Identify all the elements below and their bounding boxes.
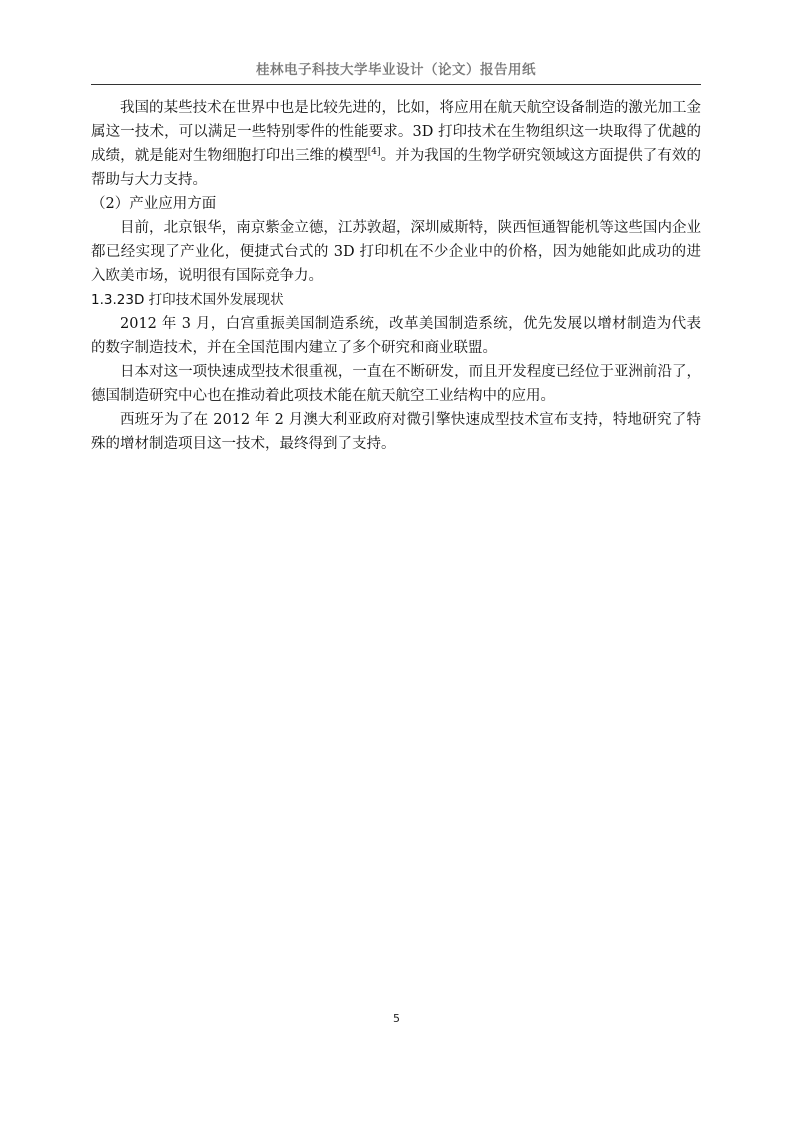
document-body: [91, 96, 701, 456]
paragraph-japan-germany: 日本对这一项快速成型技术很重视，一直在不断研发，而且开发程度已经位于亚洲前沿了，德国制造研究中心也在推动着此项技术能在航天航空工业结构中的应用。: [91, 364, 701, 404]
section-heading-foreign-status: 1.3.23D 打印技术国外发展现状: [91, 292, 284, 308]
subheading-industry-application: （2）产业应用方面: [91, 196, 217, 212]
page-number: 5: [393, 1012, 400, 1025]
citation-ref: [4]: [367, 147, 381, 158]
page-header-title: 桂林电子科技大学毕业设计（论文）报告用纸: [256, 62, 536, 78]
paragraph-domestic-tech: [91, 96, 701, 192]
paragraph-usa: 2012 年 3 月，白宫重振美国制造系统，改革美国制造系统，优先发展以增材制造为代表的数字制造技术，并在全国范围内建立了多个研究和商业联盟。: [91, 316, 701, 356]
paragraph-industry: 目前，北京银华，南京紫金立德，江苏敦超，深圳威斯特，陕西恒通智能机等这些国内企业都已经实现了产业化，便捷式台式的 3D 打印机在不少企业中的价格，因为她能如此成功的进入欧美市场，说明很有国际竞争力。: [91, 220, 701, 284]
paragraph-domestic-tech-tail: 。并为我国的生物学研究领域这方面提供了有效的帮助与大力支持。: [91, 148, 702, 188]
header-divider: [91, 84, 701, 85]
paragraph-domestic-tech-text: 我国的某些技术在世界中也是比较先进的，比如，将应用在航天航空设备制造的激光加工金属这一技术，可以满足一些特别零件的性能要求。3D 打印技术在生物组织这一块取得了优越的成绩，就是能对生物细胞打印出三维的模型: [91, 100, 701, 164]
paragraph-spain: 西班牙为了在 2012 年 2 月澳大利亚政府对微引擎快速成型技术宣布支持，特地研究了特殊的增材制造项目这一技术，最终得到了支持。: [91, 412, 701, 452]
